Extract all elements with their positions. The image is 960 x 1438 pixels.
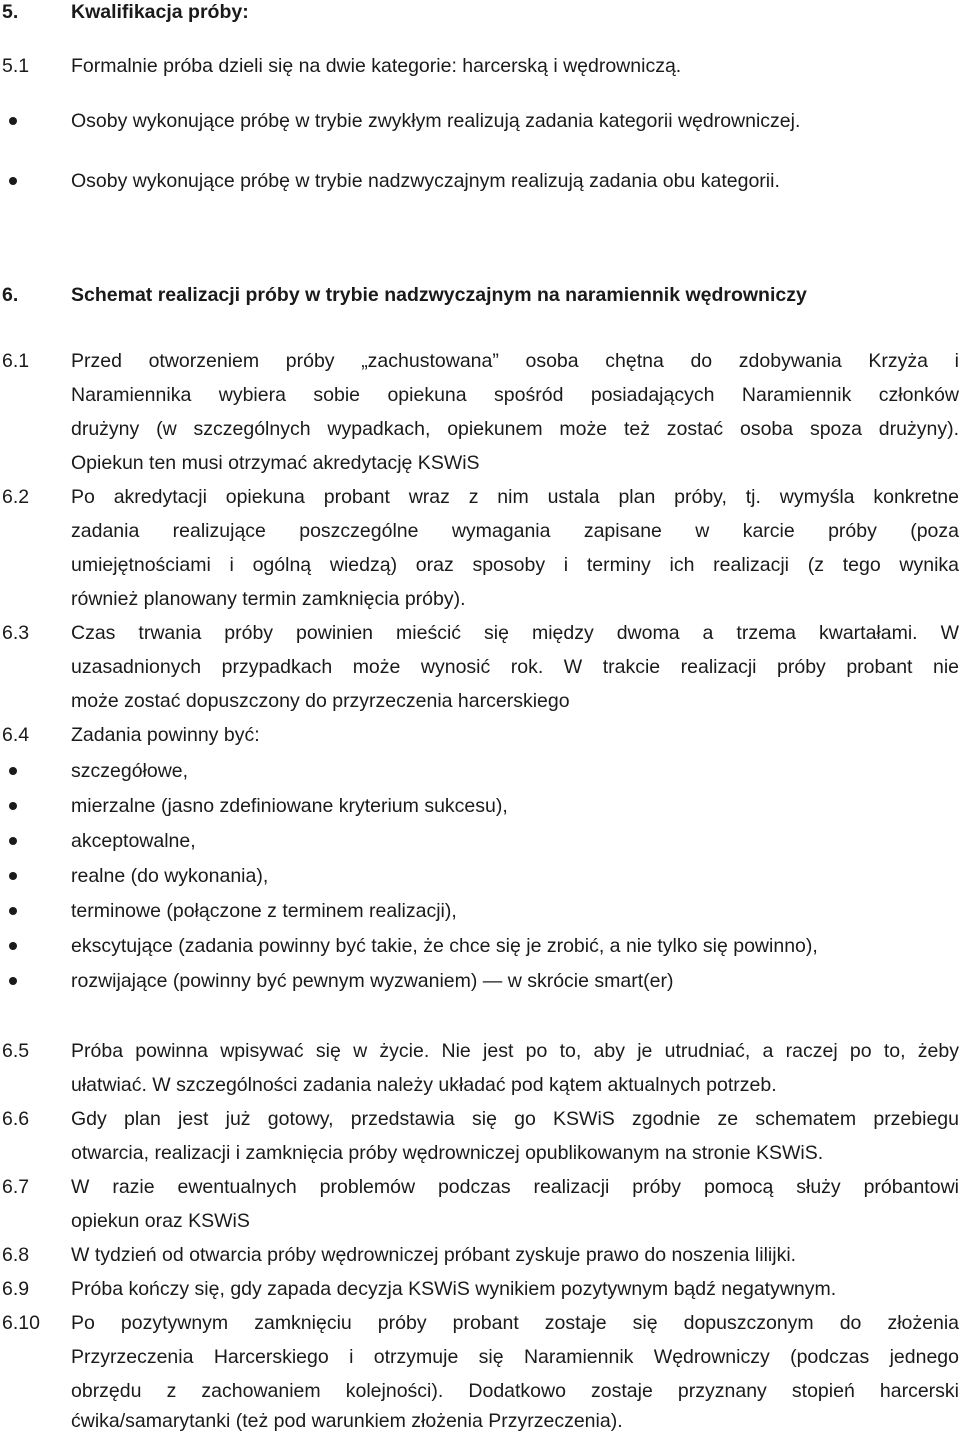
bullet-icon — [9, 802, 17, 810]
paragraph-number: 6.9 — [2, 1278, 30, 1300]
bullet-text: akceptowalne, — [71, 830, 196, 852]
bullet-text: szczegółowe, — [71, 760, 189, 782]
bullet-icon — [9, 177, 17, 185]
paragraph-text: Zadania powinny być: — [71, 724, 260, 746]
paragraph-line: opiekun oraz KSWiS — [71, 1210, 250, 1232]
paragraph-text: Formalnie próba dzieli się na dwie kategorie: harcerską i wędrowniczą. — [71, 55, 682, 77]
bullet-icon — [9, 907, 17, 915]
bullet-text: Osoby wykonujące próbę w trybie nadzwyczajnym realizują zadania obu kategorii. — [71, 170, 780, 192]
bullet-icon — [9, 942, 17, 950]
bullet-icon — [9, 837, 17, 845]
paragraph-line: drużyny (w szczególnych wypadkach, opiekunem może też zostać osoba spoza drużyny). — [71, 418, 959, 440]
paragraph-line: Czas trwania próby powinien mieścić się między dwoma a trzema kwartałami. W — [71, 622, 959, 644]
section-title: Schemat realizacji próby w trybie nadzwyczajnym na naramiennik wędrowniczy — [71, 284, 807, 306]
paragraph-line: Przyrzeczenia Harcerskiego i otrzymuje się Naramiennik Wędrowniczy (podczas jednego — [71, 1346, 959, 1368]
paragraph-line: ułatwiać. W szczególności zadania należy układać pod kątem aktualnych potrzeb. — [71, 1074, 777, 1096]
paragraph-number: 6.7 — [2, 1176, 30, 1198]
bullet-text: Osoby wykonujące próbę w trybie zwykłym realizują zadania kategorii wędrowniczej. — [71, 110, 801, 132]
paragraph-line: W razie ewentualnych problemów podczas realizacji próby pomocą służy próbantowi — [71, 1176, 959, 1198]
paragraph-text: W tydzień od otwarcia próby wędrowniczej próbant zyskuje prawo do noszenia lilijki. — [71, 1244, 797, 1266]
paragraph-line: Naramiennika wybiera sobie opiekuna spośród posiadających Naramiennik członków — [71, 384, 959, 406]
paragraph-line: umiejętnościami i ogólną wiedzą) oraz sposoby i terminy ich realizacji (z tego wynika — [71, 554, 959, 576]
bullet-text: ekscytujące (zadania powinny być takie, że chce się je zrobić, a nie tylko się powinno), — [71, 935, 818, 957]
bullet-text: terminowe (połączone z terminem realizacji), — [71, 900, 457, 922]
section-number: 6. — [2, 284, 19, 306]
paragraph-line: zadania realizujące poszczególne wymagania zapisane w karcie próby (poza — [71, 520, 959, 542]
paragraph-number: 6.6 — [2, 1108, 30, 1130]
paragraph-line: uzasadnionych przypadkach może wynosić rok. W trakcie realizacji próby probant nie — [71, 656, 959, 678]
paragraph-line: również planowany termin zamknięcia próby). — [71, 588, 466, 610]
paragraph-number: 6.8 — [2, 1244, 30, 1266]
paragraph-number: 6.4 — [2, 724, 30, 746]
paragraph-line: obrzędu z zachowaniem kolejności). Dodatkowo zostaje przyznany stopień harcerski — [71, 1380, 959, 1402]
paragraph-line: ćwika/samarytanki (też pod warunkiem złożenia Przyrzeczenia). — [71, 1410, 623, 1432]
paragraph-number: 6.1 — [2, 350, 30, 372]
paragraph-line: Przed otworzeniem próby „zachustowana” osoba chętna do zdobywania Krzyża i — [71, 350, 959, 372]
paragraph-line: Po pozytywnym zamknięciu próby probant zostaje się dopuszczonym do złożenia — [71, 1312, 959, 1334]
bullet-text: mierzalne (jasno zdefiniowane kryterium sukcesu), — [71, 795, 508, 817]
bullet-icon — [9, 767, 17, 775]
paragraph-line: może zostać dopuszczony do przyrzeczenia harcerskiego — [71, 690, 570, 712]
paragraph-line: otwarcia, realizacji i zamknięcia próby wędrowniczej opublikowanym na stronie KSWiS. — [71, 1142, 824, 1164]
paragraph-number: 6.2 — [2, 486, 30, 508]
bullet-text: realne (do wykonania), — [71, 865, 269, 887]
section-number: 5. — [2, 1, 19, 23]
paragraph-line: Opiekun ten musi otrzymać akredytację KSWiS — [71, 452, 480, 474]
paragraph-line: Gdy plan jest już gotowy, przedstawia się go KSWiS zgodnie ze schematem przebiegu — [71, 1108, 959, 1130]
paragraph-number: 5.1 — [2, 55, 30, 77]
paragraph-line: Po akredytacji opiekuna probant wraz z nim ustala plan próby, tj. wymyśla konkretne — [71, 486, 959, 508]
paragraph-line: Próba powinna wpisywać się w życie. Nie jest po to, aby je utrudniać, a raczej po to, żeby — [71, 1040, 959, 1062]
paragraph-number: 6.10 — [2, 1312, 40, 1334]
bullet-icon — [9, 872, 17, 880]
paragraph-text: Próba kończy się, gdy zapada decyzja KSWiS wynikiem pozytywnym bądź negatywnym. — [71, 1278, 837, 1300]
bullet-text: rozwijające (powinny być pewnym wyzwaniem) — w skrócie smart(er) — [71, 970, 674, 992]
section-title: Kwalifikacja próby: — [71, 1, 249, 23]
bullet-icon — [9, 117, 17, 125]
paragraph-number: 6.5 — [2, 1040, 30, 1062]
bullet-icon — [9, 977, 17, 985]
paragraph-number: 6.3 — [2, 622, 30, 644]
